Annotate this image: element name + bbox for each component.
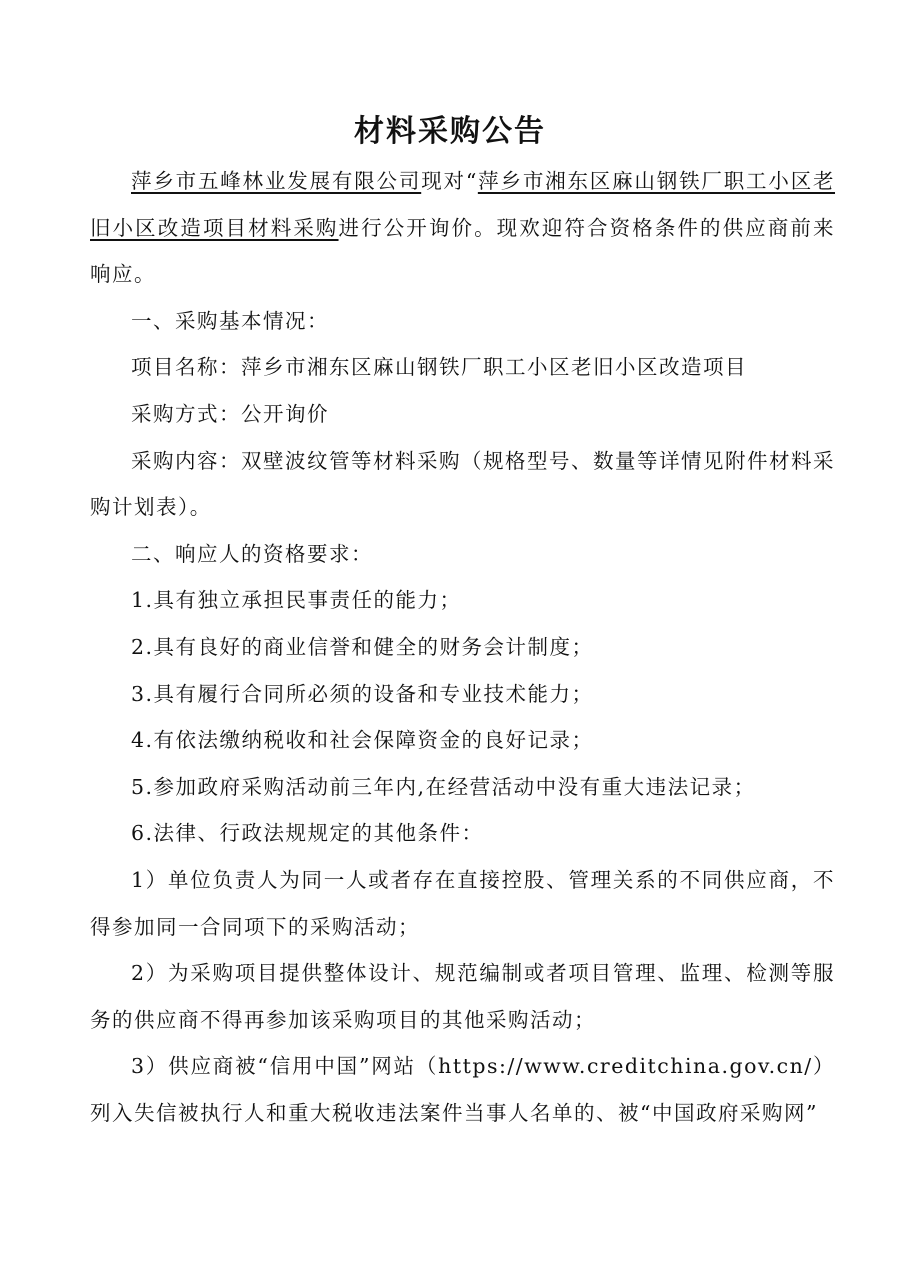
section-2-heading: 二、响应人的资格要求： <box>131 541 373 566</box>
procurement-content-line: 采购内容：双壁波纹管等材料采购（规格型号、数量等详情见附件材料采购计划表）。 <box>90 448 835 520</box>
company-name: 萍乡市五峰林业发展有限公司 <box>131 169 422 193</box>
requirement-2: 2.具有良好的商业信誉和健全的财务会计制度； <box>131 634 594 659</box>
requirement-3: 3.具有履行合同所必须的设备和专业技术能力； <box>131 681 594 706</box>
procurement-method-line: 采购方式：公开询价 <box>131 401 329 426</box>
intro-paragraph <box>90 158 835 298</box>
sub-requirement-2: 2）为采购项目提供整体设计、规范编制或者项目管理、监理、检测等服务的供应商不得再参加该采购项目的其他采购活动； <box>90 961 835 1032</box>
intro-text-2: 进行公开询价。现欢迎符合资格条件的供应商前来响应。 <box>90 215 835 287</box>
sub-requirement-3: 3）供应商被“信用中国”网站（https://www.creditchina.gov.cn/）列入失信被执行人和重大税收违法案件当事人名单的、被“中国政府采购网” <box>90 1054 835 1125</box>
project-title: 萍乡市湘东区麻山钢铁厂职工小区老旧小区改造项目材料采购 <box>90 169 836 240</box>
sub-requirement-1: 1）单位负责人为同一人或者存在直接控股、管理关系的不同供应商，不得参加同一合同项下的采购活动； <box>90 867 835 939</box>
intro-text-1: 现对“ <box>421 169 478 193</box>
project-name-line: 项目名称：萍乡市湘东区麻山钢铁厂职工小区老旧小区改造项目 <box>131 355 747 380</box>
requirement-6: 6.法律、行政法规规定的其他条件： <box>131 821 484 846</box>
section-1-heading: 一、采购基本情况： <box>131 308 329 333</box>
page-title: 材料采购公告 <box>354 114 546 149</box>
requirement-5: 5.参加政府采购活动前三年内,在经营活动中没有重大违法记录； <box>131 774 756 799</box>
requirement-1: 1.具有独立承担民事责任的能力； <box>131 588 462 613</box>
document-body <box>90 158 835 1136</box>
requirement-4: 4.有依法缴纳税收和社会保障资金的良好记录； <box>131 728 594 753</box>
